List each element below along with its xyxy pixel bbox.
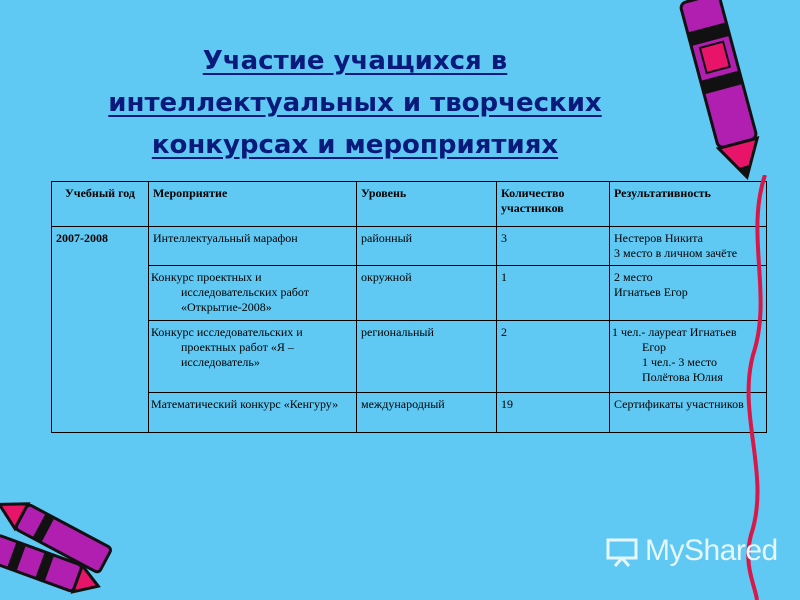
title-line-3: конкурсах и мероприятиях (151, 130, 559, 160)
header-result: Результативность (610, 182, 767, 227)
level-cell: районный (357, 227, 497, 266)
count-cell: 2 (497, 321, 610, 393)
table-row (52, 393, 767, 433)
title-line-1: Участие учащихся в (202, 46, 508, 76)
header-event: Мероприятие (149, 182, 357, 227)
level-cell: окружной (357, 266, 497, 321)
level-cell: международный (357, 393, 497, 433)
table-row (52, 227, 767, 266)
header-year: Учебный год (52, 182, 149, 227)
event-cell: Интеллектуальный марафон (149, 227, 357, 266)
header-level: Уровень (357, 182, 497, 227)
result-cell: 2 место Игнатьев Егор (610, 266, 767, 321)
result-cell: 1 чел.- лауреат Игнатьев Егор 1 чел.- 3 место Полётова Юлия (610, 321, 767, 393)
crayons-bottom-left-icon (0, 480, 140, 600)
participation-table (51, 181, 767, 433)
event-cell: Конкурс проектных и исследовательских работ «Открытие-2008» (149, 266, 357, 321)
table-row (52, 321, 767, 393)
result-cell: Сертификаты участников (610, 393, 767, 433)
header-count: Количество участников (497, 182, 610, 227)
title-line-2: интеллектуальных и творческих (108, 88, 602, 118)
event-cell: Математический конкурс «Кенгуру» (149, 393, 357, 433)
result-cell: Нестеров Никита 3 место в личном зачёте (610, 227, 767, 266)
year-cell: 2007-2008 (52, 227, 149, 433)
watermark-logo (605, 534, 778, 568)
count-cell: 1 (497, 266, 610, 321)
watermark-text: MyShared (645, 534, 778, 567)
count-cell: 3 (497, 227, 610, 266)
event-cell: Конкурс исследовательских и проектных работ «Я – исследователь» (149, 321, 357, 393)
level-cell: региональный (357, 321, 497, 393)
count-cell: 19 (497, 393, 610, 433)
crayon-top-right-icon (650, 0, 800, 200)
table-row (52, 266, 767, 321)
presentation-board-icon (605, 537, 639, 567)
page-title (100, 40, 610, 166)
